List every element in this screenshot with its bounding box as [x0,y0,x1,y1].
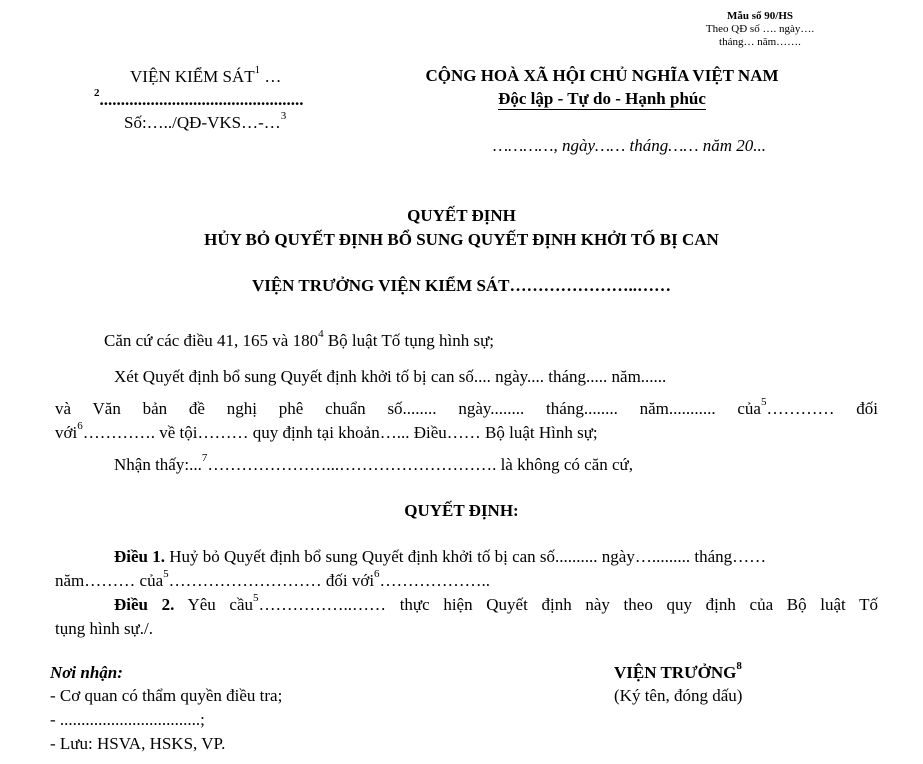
footnote-ref: 2 [94,87,100,100]
footnote-ref: 5 [253,592,259,605]
footnote-ref: 6 [374,568,380,581]
request-document: và Văn bản đề nghị phê chuẩn số........ ngày........ tháng........ năm........... của$^5$………… đối [55,396,878,418]
recipients-heading: Nơi nhận: [50,663,123,682]
consideration: Xét Quyết định bổ sung Quyết định khởi tố bị can số.... ngày.... tháng..... năm...... [114,367,667,386]
legal-basis: Căn cứ các điều 41, 165 và $180^4$ Bộ luật Tố tụng hình sự; [104,328,495,350]
signatory-title: VIỆN TRƯỞNG$^8$ [614,660,742,682]
form-number: Mẫu số 90/HS [726,10,793,22]
document-title: QUYẾT ĐỊNH [407,206,516,225]
article-2-continued: tụng hình sự./. [55,619,153,638]
form-decision-ref: Theo QĐ số …. ngày…. [705,23,815,35]
footnote-ref: 6 [77,420,83,433]
footnote-ref: 8 [736,660,742,673]
article-2: Điều 2. Yêu cầu$^5$……………..…… thực hiện Quyết định này theo quy định của Bộ luật Tố [114,592,878,614]
finding: Nhận thấy:...$^7$…………………...………………………. là không có căn cứ, [114,452,633,474]
agency-name: VIỆN KIỂM SÁT$^1$ … [130,64,282,86]
footnote-ref: 7 [201,452,208,465]
recipient-item: - Lưu: HSVA, HSKS, VP. [50,734,226,753]
document-subject: HỦY BỎ QUYẾT ĐỊNH BỔ SUNG QUYẾT ĐỊNH KHỞI TỐ BỊ CAN [204,230,719,249]
article-1-continued: năm……… của$^5$……………………… đối với$^6$……………….. [55,568,491,590]
decision-heading: QUYẾT ĐỊNH: [404,501,519,520]
footnote-ref: 1 [254,64,261,77]
issuing-authority: VIỆN TRƯỞNG VIỆN KIỂM SÁT…………………..…… [251,276,672,295]
recipient-item: - .................................; [50,710,205,729]
form-decision-date: tháng… năm……. [719,36,801,48]
footnote-ref: 5 [760,396,767,409]
footnote-ref: 3 [280,110,287,123]
place-date-line: …………, ngày…… tháng…… năm 20... [493,136,766,155]
nation-name: CỘNG HOÀ XÃ HỘI CHỦ NGHĨA VIỆT NAM [425,66,779,85]
footnote-ref: 4 [318,328,324,341]
article-1: Điều 1. Huỷ bỏ Quyết định bổ sung Quyết định khởi tố bị can số.......... ngày…......... tháng…… [114,547,767,566]
footnote-ref: 5 [163,568,169,581]
charge-line: với$^6$…………. về tội……… quy định tại khoản…... Điều…… Bộ luật Hình sự; [55,420,598,442]
form-reference [680,10,840,49]
sub-agency-line: $^2$................................................ [94,87,304,109]
recipient-item: - Cơ quan có thẩm quyền điều tra; [50,686,283,705]
national-motto: Độc lập - Tự do - Hạnh phúc [498,89,706,108]
document-number: Số:…../QĐ-VKS…-…$^3$ [124,110,287,132]
signature-note: (Ký tên, đóng dấu) [614,686,743,705]
